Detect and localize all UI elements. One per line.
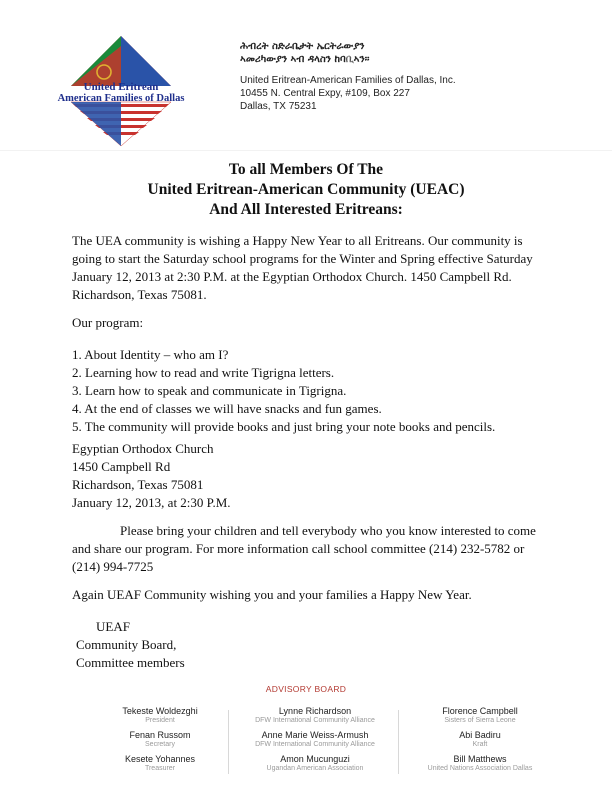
logo-text-line1: United Eritrean bbox=[83, 81, 159, 93]
address-line: January 12, 2013, at 2:30 P.M. bbox=[72, 495, 231, 510]
program-list bbox=[72, 346, 542, 436]
signature-line: Community Board, bbox=[76, 637, 177, 652]
member-role: Secretary bbox=[145, 741, 175, 748]
header-divider bbox=[0, 150, 612, 151]
member-role: Sisters of Sierra Leone bbox=[444, 717, 516, 724]
board-member bbox=[240, 706, 390, 726]
organization-logo bbox=[46, 36, 196, 148]
intro-paragraph: The UEA community is wishing a Happy New Year to all Eritreans. Our community is going to start the Saturday school programs for the Winter and Spring effective Saturday January 12, 2013 at 2:30 P.M. at the Egyptian Orthodox Church. 1450 Campbell Rd. Richardson, Texas 75081. bbox=[72, 233, 533, 302]
letter-title bbox=[0, 160, 612, 220]
advisory-column bbox=[240, 706, 390, 778]
address-line: 1450 Campbell Rd bbox=[72, 459, 171, 474]
member-name: Tekeste Woldezghi bbox=[122, 706, 198, 716]
list-item: 3. Learn how to speak and communicate in Tigrigna. bbox=[72, 383, 347, 398]
title-line: And All Interested Eritreans: bbox=[209, 201, 403, 218]
member-name: Bill Matthews bbox=[453, 754, 507, 764]
board-member bbox=[240, 730, 390, 750]
address-line: Richardson, Texas 75081 bbox=[72, 477, 204, 492]
member-name: Kesete Yohannes bbox=[124, 754, 196, 764]
organization-address-block bbox=[240, 40, 456, 113]
board-member bbox=[410, 754, 550, 774]
signature-block bbox=[76, 618, 546, 672]
signature-line: UEAF bbox=[96, 619, 130, 634]
invite-paragraph: Please bring your children and tell everybody who you know interested to come and share our program. For more information call school committee (214) 232-5782 or (214) 994-7725 bbox=[72, 523, 536, 574]
list-item: 2. Learning how to read and write Tigrigna letters. bbox=[72, 365, 335, 380]
logo-text-line2: American Families of Dallas bbox=[57, 93, 185, 104]
board-member bbox=[100, 754, 220, 774]
member-name: Amon Mucunguzi bbox=[280, 754, 350, 764]
board-member bbox=[100, 730, 220, 750]
event-address bbox=[72, 440, 542, 512]
advisory-column bbox=[410, 706, 550, 778]
list-item: 1. About Identity – who am I? bbox=[72, 347, 229, 362]
address-line: Egyptian Orthodox Church bbox=[72, 441, 214, 456]
member-name: Anne Marie Weiss-Armush bbox=[261, 730, 369, 740]
board-member bbox=[240, 754, 390, 774]
tigrinya-line: ኣመሪካውያን ኣብ ዳላስን ከባቢኣን። bbox=[240, 54, 370, 65]
tigrinya-name bbox=[240, 40, 456, 66]
board-member bbox=[410, 706, 550, 726]
member-name: Lynne Richardson bbox=[278, 706, 352, 716]
list-item: 5. The community will provide books and just bring your note books and pencils. bbox=[72, 419, 496, 434]
member-role: DFW International Community Alliance bbox=[255, 741, 375, 748]
tigrinya-line: ሕብረት ስድራቤታት ኤርትራውያን bbox=[240, 41, 365, 52]
member-name: Florence Campbell bbox=[442, 706, 518, 716]
title-line: To all Members Of The bbox=[228, 161, 384, 178]
member-name: Fenan Russom bbox=[129, 730, 191, 740]
member-role: Ugandan American Association bbox=[266, 765, 364, 772]
advisory-board-title: ADVISORY BOARD bbox=[265, 684, 347, 694]
program-heading: Our program: bbox=[72, 315, 144, 330]
member-role: Kraft bbox=[472, 741, 488, 748]
member-role: DFW International Community Alliance bbox=[255, 717, 375, 724]
board-member bbox=[100, 706, 220, 726]
address-street: 10455 N. Central Expy, #109, Box 227 bbox=[240, 88, 410, 99]
board-member bbox=[410, 730, 550, 750]
advisory-column bbox=[100, 706, 220, 778]
column-divider bbox=[228, 710, 229, 774]
title-line: United Eritrean-American Community (UEAC) bbox=[147, 181, 465, 198]
address-name: United Eritrean-American Families of Dallas, Inc. bbox=[240, 75, 456, 86]
member-role: President bbox=[145, 717, 175, 724]
address-city: Dallas, TX 75231 bbox=[240, 101, 317, 112]
member-role: United Nations Association Dallas bbox=[427, 765, 533, 772]
list-item: 4. At the end of classes we will have snacks and fun games. bbox=[72, 401, 382, 416]
signature-line: Committee members bbox=[76, 655, 185, 670]
member-role: Treasurer bbox=[144, 765, 176, 772]
closing-paragraph: Again UEAF Community wishing you and your families a Happy New Year. bbox=[72, 587, 472, 602]
member-name: Abi Badiru bbox=[459, 730, 501, 740]
column-divider bbox=[398, 710, 399, 774]
